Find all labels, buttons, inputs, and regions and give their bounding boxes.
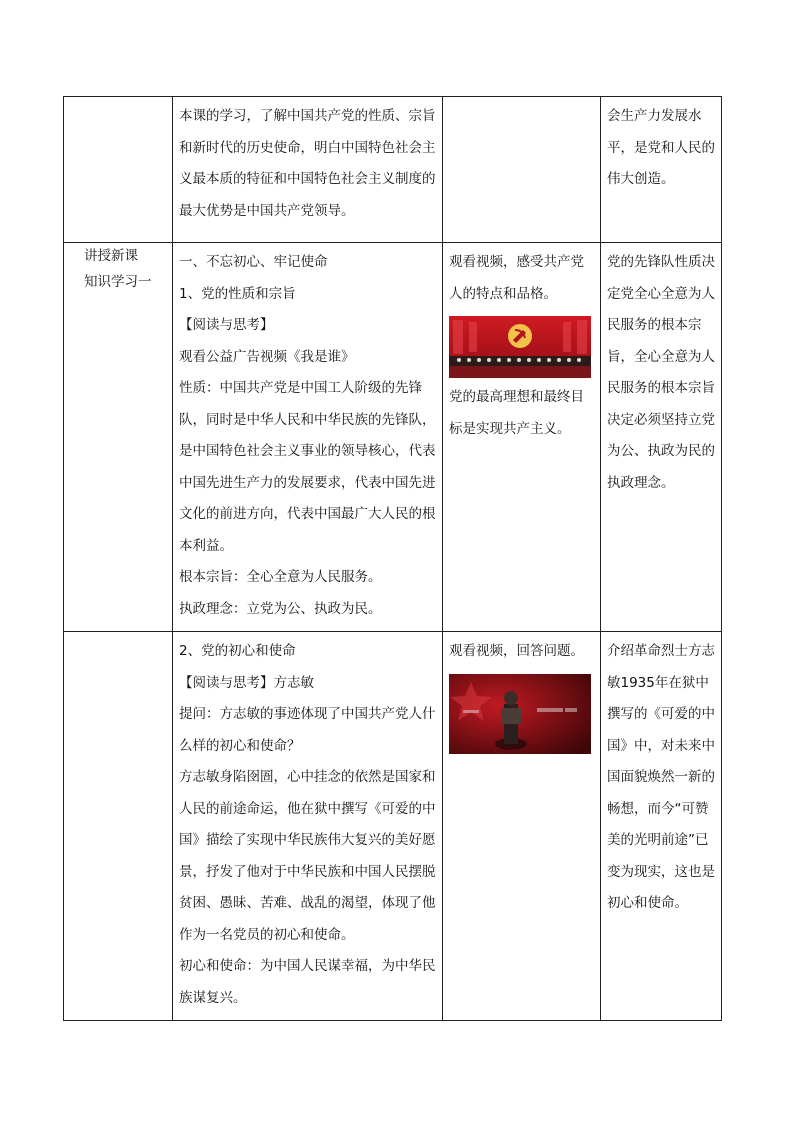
student-activity-text: 观看视频，感受共产党人的特点和品格。 xyxy=(449,254,584,302)
lesson-plan-table xyxy=(63,96,722,1021)
content-cell xyxy=(173,97,443,243)
table-row xyxy=(64,243,722,632)
purpose-paragraph: 根本宗旨：全心全意为人民服务。 xyxy=(179,569,382,585)
section-heading: 一、不忘初心、牢记使命 xyxy=(179,254,328,270)
lovely-china-video-still-icon xyxy=(449,674,591,754)
mission-paragraph: 初心和使命：为中国人民谋幸福，为中华民族谋复兴。 xyxy=(179,958,436,1006)
student-activity-cell xyxy=(443,97,601,243)
party-congress-photo-icon xyxy=(449,316,591,378)
stage-label xyxy=(70,243,166,295)
stage-label-line2: 知识学习一 xyxy=(84,274,152,290)
stage-cell xyxy=(64,632,173,1021)
design-intent-text: 介绍革命烈士方志敏1935年在狱中撰写的《可爱的中国》中，对未来中国面貌焕然一新的畅想，而今“可赞美的光明前途”已变为现实，这也是初心和使命。 xyxy=(607,643,715,911)
reading-thinking-label: 【阅读与思考】方志敏 xyxy=(179,674,314,691)
design-intent-text: 会生产力发展水平，是党和人民的伟大创造。 xyxy=(607,108,715,187)
content-cell xyxy=(173,243,443,632)
subsection-heading: 2、党的初心和使命 xyxy=(179,643,296,659)
design-intent-cell xyxy=(601,632,722,1021)
design-intent-cell xyxy=(601,243,722,632)
story-paragraph: 方志敏身陷囹圄，心中挂念的依然是国家和人民的前途命运，他在狱中撰写《可爱的中国》描绘了实现中华民族伟大复兴的美好愿景，抒发了他对于中华民族和中国人民摆脱贫困、愚昧、苦难、战乱的渴望，体现了他作为一名党员的初心和使命。 xyxy=(179,769,436,943)
content-cell xyxy=(173,632,443,1021)
nature-paragraph: 性质：中国共产党是中国工人阶级的先锋队，同时是中华人民和中华民族的先锋队，是中国特色社会主义事业的领导核心，代表中国先进生产力的发展要求，代表中国先进文化的前进方向，代表中国最广大人民的根本利益。 xyxy=(179,380,436,554)
design-intent-cell xyxy=(601,97,722,243)
student-activity-cell xyxy=(443,632,601,1021)
stage-label-line1: 讲授新课 xyxy=(84,248,138,264)
governance-paragraph: 执政理念：立党为公、执政为民。 xyxy=(179,600,382,617)
stage-cell xyxy=(64,97,173,243)
video-instruction: 观看公益广告视频《我是谁》 xyxy=(179,348,355,365)
reading-thinking-label: 【阅读与思考】 xyxy=(179,317,274,333)
content-paragraph: 本课的学习，了解中国共产党的性质、宗旨和新时代的历史使命，明白中国特色社会主义最本质的特征和中国特色社会主义制度的最大优势是中国共产党领导。 xyxy=(179,108,436,219)
student-activity-text: 观看视频，回答问题。 xyxy=(449,643,584,659)
stage-cell xyxy=(64,243,173,632)
table-row xyxy=(64,632,722,1021)
student-activity-cell xyxy=(443,243,601,632)
table-row xyxy=(64,97,722,243)
design-intent-text: 党的先锋队性质决定党全心全意为人民服务的根本宗旨，全心全意为人民服务的根本宗旨决定必须坚持立党为公、执政为民的执政理念。 xyxy=(607,254,715,491)
subsection-heading: 1、党的性质和宗旨 xyxy=(179,285,296,302)
question-paragraph: 提问：方志敏的事迹体现了中国共产党人什么样的初心和使命？ xyxy=(179,706,436,754)
student-activity-text: 党的最高理想和最终目标是实现共产主义。 xyxy=(449,389,584,437)
